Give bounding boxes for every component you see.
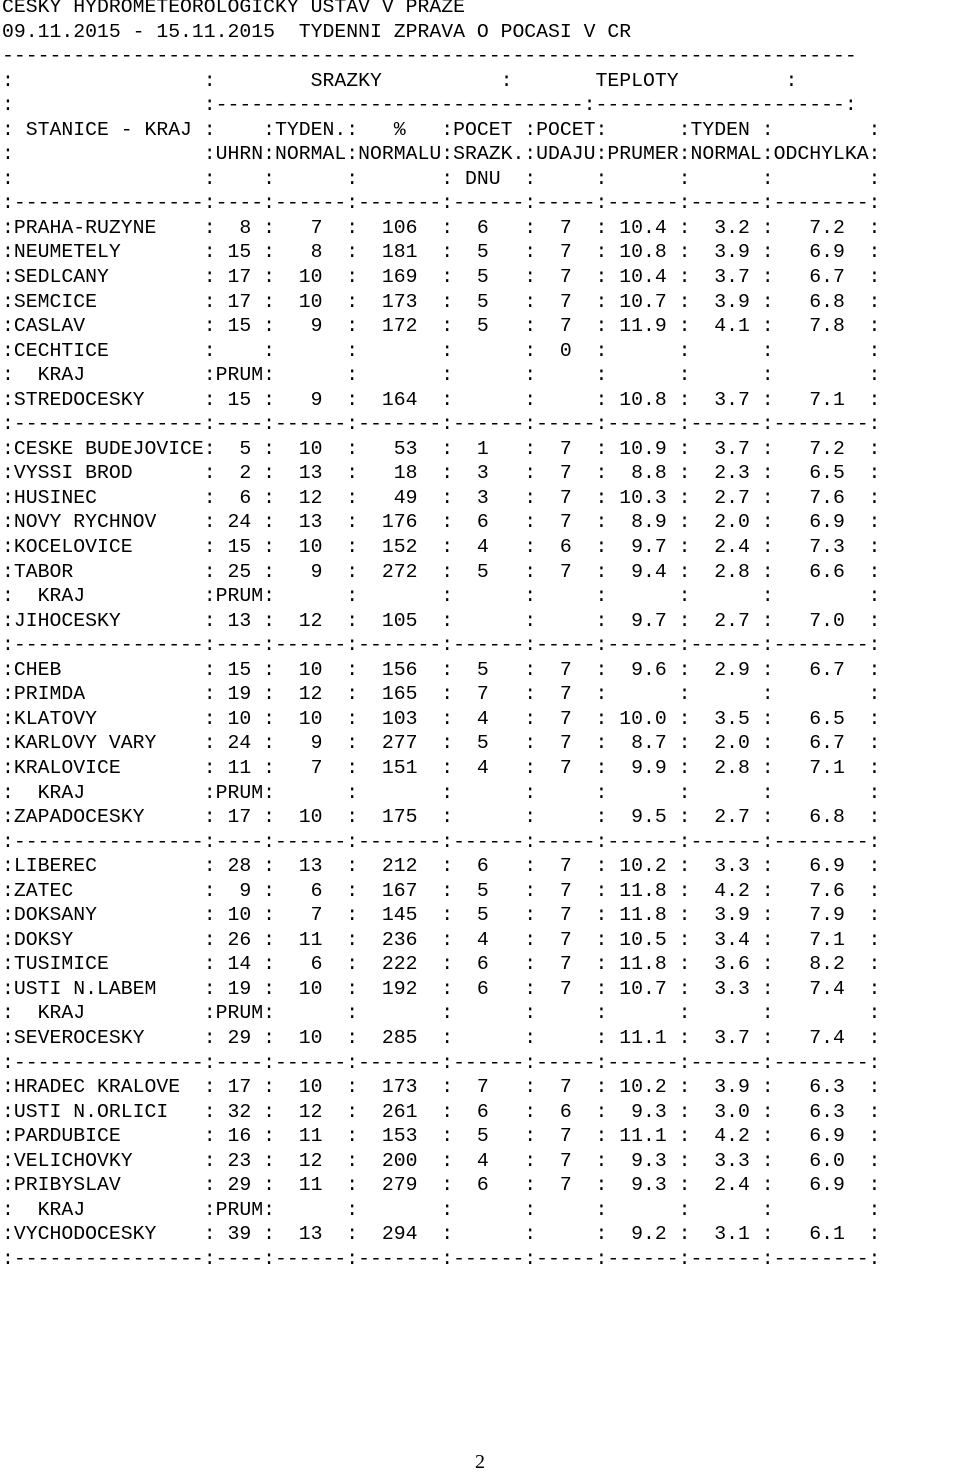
weekly-weather-report	[2, 0, 880, 1271]
table-line: :KOCELOVICE : 15 : 10 : 152 : 4 : 6 : 9.7 : 2.4 : 7.3 :	[2, 536, 881, 559]
table-line: :SEDLCANY : 17 : 10 : 169 : 5 : 7 : 10.4 : 3.7 : 6.7 :	[2, 266, 881, 289]
table-line: :STREDOCESKY : 15 : 9 : 164 : : : 10.8 : 3.7 : 7.1 :	[2, 388, 881, 411]
table-separator-line: :----------------:----:------:-------:------:-----:------:------:--------:	[2, 192, 881, 215]
table-line: :CHEB : 15 : 10 : 156 : 5 : 7 : 9.6 : 2.9 : 6.7 :	[2, 658, 881, 681]
institute-title: CESKY HYDROMETEOROLOGICKY USTAV V PRAZE	[2, 0, 465, 18]
table-line: : :-------------------------------:---------------------:	[2, 94, 857, 117]
table-line: :DOKSANY : 10 : 7 : 145 : 5 : 7 : 11.8 : 3.9 : 7.9 :	[2, 904, 881, 927]
table-line: :VYCHODOCESKY : 39 : 13 : 294 : : : 9.2 : 3.1 : 6.1 :	[2, 1223, 881, 1246]
table-line: :CASLAV : 15 : 9 : 172 : 5 : 7 : 11.9 : 4.1 : 7.8 :	[2, 315, 881, 338]
table-line: :KRALOVICE : 11 : 7 : 151 : 4 : 7 : 9.9 : 2.8 : 7.1 :	[2, 756, 881, 779]
table-line: : : SRAZKY : TEPLOTY :	[2, 69, 798, 92]
table-line: :PRIBYSLAV : 29 : 11 : 279 : 6 : 7 : 9.3 : 2.4 : 6.9 :	[2, 1174, 881, 1197]
table-separator-line: :----------------:----:------:-------:------:-----:------:------:--------:	[2, 1051, 881, 1074]
table-line: : KRAJ :PRUM: : : : : : : :	[2, 364, 881, 387]
table-line: :ZAPADOCESKY : 17 : 10 : 175 : : : 9.5 : 2.7 : 6.8 :	[2, 806, 881, 829]
table-line: :HUSINEC : 6 : 12 : 49 : 3 : 7 : 10.3 : 2.7 : 7.6 :	[2, 486, 881, 509]
table-separator-line: :----------------:----:------:-------:------:-----:------:------:--------:	[2, 413, 881, 436]
table-separator-line: :----------------:----:------:-------:------:-----:------:------:--------:	[2, 1247, 881, 1270]
table-line: : KRAJ :PRUM: : : : : : : :	[2, 1002, 881, 1025]
table-line: :SEVEROCESKY : 29 : 10 : 285 : : : 11.1 : 3.7 : 7.4 :	[2, 1026, 881, 1049]
table-line: :NOVY RYCHNOV : 24 : 13 : 176 : 6 : 7 : 8.9 : 2.0 : 6.9 :	[2, 511, 881, 534]
table-line: :USTI N.ORLICI : 32 : 12 : 261 : 6 : 6 : 9.3 : 3.0 : 6.3 :	[2, 1100, 881, 1123]
table-line: : KRAJ :PRUM: : : : : : : :	[2, 585, 881, 608]
table-line: :CESKE BUDEJOVICE: 5 : 10 : 53 : 1 : 7 : 10.9 : 3.7 : 7.2 :	[2, 437, 881, 460]
table-line: :KARLOVY VARY : 24 : 9 : 277 : 5 : 7 : 8.7 : 2.0 : 6.7 :	[2, 732, 881, 755]
table-line: :VYSSI BROD : 2 : 13 : 18 : 3 : 7 : 8.8 : 2.3 : 6.5 :	[2, 462, 881, 485]
table-line: :SEMCICE : 17 : 10 : 173 : 5 : 7 : 10.7 : 3.9 : 6.8 :	[2, 290, 881, 313]
table-line: :PRAHA-RUZYNE : 8 : 7 : 106 : 6 : 7 : 10.4 : 3.2 : 7.2 :	[2, 216, 881, 239]
table-line: : KRAJ :PRUM: : : : : : : :	[2, 1198, 881, 1221]
table-line: :VELICHOVKY : 23 : 12 : 200 : 4 : 7 : 9.3 : 3.3 : 6.0 :	[2, 1149, 881, 1172]
table-separator-line: :----------------:----:------:-------:------:-----:------:------:--------:	[2, 830, 881, 853]
table-line: :KLATOVY : 10 : 10 : 103 : 4 : 7 : 10.0 : 3.5 : 6.5 :	[2, 707, 881, 730]
table-line: :CECHTICE : : : : : 0 : : : :	[2, 339, 881, 362]
table-line: :DOKSY : 26 : 11 : 236 : 4 : 7 : 10.5 : 3.4 : 7.1 :	[2, 928, 881, 951]
table-line: :ZATEC : 9 : 6 : 167 : 5 : 7 : 11.8 : 4.2 : 7.6 :	[2, 879, 881, 902]
report-title: 09.11.2015 - 15.11.2015 TYDENNI ZPRAVA O POCASI V CR	[2, 20, 632, 43]
table-line: : KRAJ :PRUM: : : : : : : :	[2, 781, 881, 804]
table-line: :LIBEREC : 28 : 13 : 212 : 6 : 7 : 10.2 : 3.3 : 6.9 :	[2, 855, 881, 878]
table-line: : :UHRN:NORMAL:NORMALU:SRAZK.:UDAJU:PRUMER:NORMAL:ODCHYLKA:	[2, 143, 881, 166]
table-line: :TABOR : 25 : 9 : 272 : 5 : 7 : 9.4 : 2.8 : 6.6 :	[2, 560, 881, 583]
table-separator-line: ------------------------------------------------------------------------	[2, 45, 857, 68]
page-number: 2	[475, 1451, 485, 1473]
table-line: :NEUMETELY : 15 : 8 : 181 : 5 : 7 : 10.8 : 3.9 : 6.9 :	[2, 241, 881, 264]
table-line: : STANICE - KRAJ : :TYDEN.: % :POCET :POCET: :TYDEN : :	[2, 118, 881, 141]
table-separator-line: :----------------:----:------:-------:------:-----:------:------:--------:	[2, 634, 881, 657]
report-table	[2, 44, 880, 1271]
table-line: :JIHOCESKY : 13 : 12 : 105 : : : 9.7 : 2.7 : 7.0 :	[2, 609, 881, 632]
table-line: : : : : : DNU : : : : :	[2, 167, 881, 190]
table-line: :PARDUBICE : 16 : 11 : 153 : 5 : 7 : 11.1 : 4.2 : 6.9 :	[2, 1125, 881, 1148]
table-line: :USTI N.LABEM : 19 : 10 : 192 : 6 : 7 : 10.7 : 3.3 : 7.4 :	[2, 977, 881, 1000]
table-line: :PRIMDA : 19 : 12 : 165 : 7 : 7 : : : :	[2, 683, 881, 706]
table-line: :TUSIMICE : 14 : 6 : 222 : 6 : 7 : 11.8 : 3.6 : 8.2 :	[2, 953, 881, 976]
table-line: :HRADEC KRALOVE : 17 : 10 : 173 : 7 : 7 : 10.2 : 3.9 : 6.3 :	[2, 1076, 881, 1099]
